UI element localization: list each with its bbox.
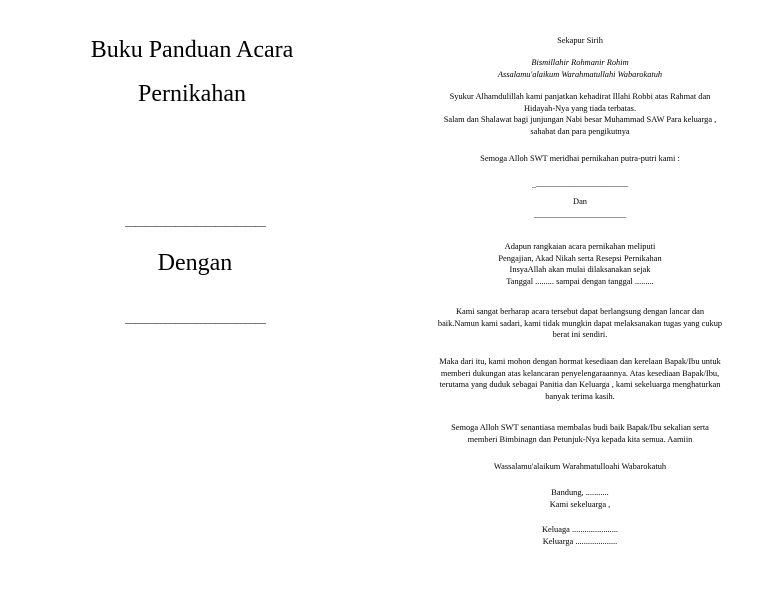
bride-name-line: —————————————— (125, 317, 265, 329)
signature-block (398, 487, 762, 510)
gratitude-line-1: Syukur Alhamdulillah kami panjatkan kehadirat Illahi Robbi atas Rahmat dan (449, 92, 711, 101)
cover-title-line-2: Pernikahan (138, 81, 246, 107)
prayer-line-1: Semoga Alloh SWT senantiasa membalas budi baik Bapak/Ibu sekalian serta (451, 423, 709, 432)
gratitude-line-2: Hidayah-Nya yang tiada terbatas. (523, 103, 637, 113)
request-line-1: Maka dari itu, kami mohon dengan hormat kesediaan dan kerelaan Bapak/Ibu untuk (439, 357, 721, 366)
groom-name-line: —————————————— (125, 220, 265, 232)
closing-salam: Wassalamu'alaikum Warahmatulloahi Wabarokatuh (493, 462, 667, 471)
event-line-2: Pengajian, Akad Nikah serta Resepsi Pernikahan (498, 253, 662, 263)
event-paragraph (398, 241, 762, 287)
families-block (398, 524, 762, 547)
request-paragraph (398, 356, 762, 402)
place-date: Bandung, ........... (551, 488, 609, 497)
event-line-1: Adapun rangkaian acara pernikahan meliputi (504, 242, 656, 251)
salam-text: Assalamu'alaikum Warahmatullahi Wabarokatuh (497, 69, 663, 79)
family-line-1: Keluaga ...................... (541, 525, 619, 534)
groom-name-line: ..——————————— (531, 181, 629, 190)
bride-name-line: ——————————— (533, 212, 627, 222)
hope-paragraph (398, 306, 762, 341)
semoga-text: Semoga Alloh SWT meridhai pernikahan putra-putri kami : (480, 154, 680, 163)
prayer-line-2: memberi Bimbinagn dan Petunjuk-Nya kepada kita semua. Aamiin (467, 434, 693, 444)
gratitude-paragraph (398, 91, 762, 137)
event-line-3: InsyaAllah akan mulai dilaksanakan sejak (509, 265, 651, 275)
hope-line-3: berat ini sendiri. (552, 330, 608, 340)
cover-title-line-1: Buku Panduan Acara (90, 37, 294, 63)
prayer-paragraph (398, 422, 762, 445)
request-line-2: memberi dukungan atas kelancaran penyelengaraannya. Atas kesediaan Bapak/Ibu, (440, 368, 720, 378)
hope-line-2: baik.Namun kami sadari, kami tidak mungkin dapat melaksanakan tugas yang cukup (437, 318, 723, 328)
gratitude-line-3: Salam dan Shalawat bagi junjungan Nabi besar Muhammad SAW Para keluarga , (443, 115, 717, 125)
family-label: Kami sekeluarga , (549, 499, 611, 509)
couple-names-block (398, 180, 762, 223)
hope-line-1: Kami sangat berharap acara tersebut dapat berlangsung dengan lancar dan (455, 307, 705, 316)
bismillah-block (398, 57, 762, 80)
dan-text: Dan (573, 196, 587, 206)
request-line-3: terutama yang duduk sebagai Panitia dan Keluarga , kami sekeluarga menghaturkan (439, 380, 721, 390)
bismillah-text: Bismillahir Rohmanir Rohim (531, 58, 629, 67)
invitation-page (384, 0, 768, 594)
invitation-heading: Sekapur Sirih (557, 36, 603, 45)
request-line-4: banyak terima kasih. (545, 391, 615, 401)
family-line-2: Keluarga .................... (542, 536, 618, 546)
cover-title (62, 28, 322, 116)
event-line-4: Tanggal ......... sampai dengan tanggal ......... (506, 276, 654, 286)
connector-text: Dengan (157, 250, 233, 276)
gratitude-line-4: sahabat dan para pengikutnya (530, 126, 630, 136)
